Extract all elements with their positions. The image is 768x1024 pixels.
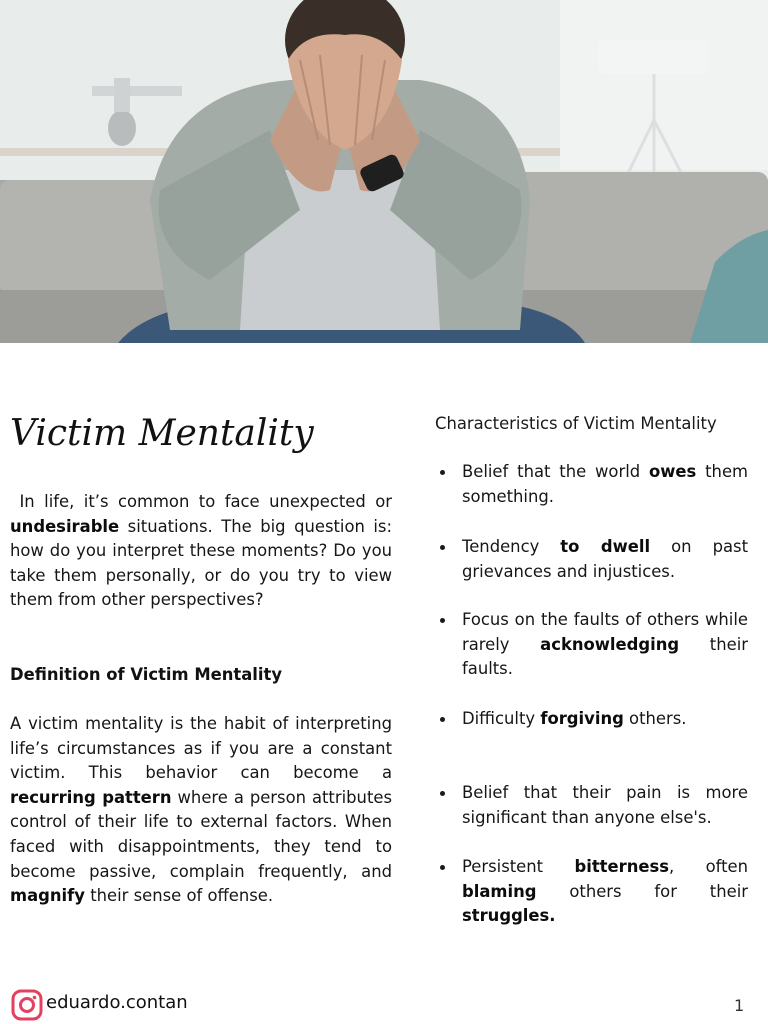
- emphasis-text: blaming: [462, 881, 537, 901]
- page-title: Victim Mentality: [10, 413, 314, 454]
- list-item: [440, 535, 748, 584]
- handle-text[interactable]: eduardo.contan: [46, 992, 188, 1013]
- definition-heading: Definition of Victim Mentality: [10, 665, 283, 684]
- definition-paragraph: A victim mentality is the habit of interpreting life’s circumstances as if you are a constant victim. This behavior can become a recurring pattern where a person attributes control of their life to external factors. When faced with disappointments, they tend to become passive, complain frequently, and magnify their sense of offense.: [10, 714, 392, 906]
- bullet-icon: [440, 717, 445, 722]
- list-item: [440, 608, 748, 682]
- list-item: [440, 460, 748, 509]
- emphasis-text: owes: [649, 462, 697, 481]
- instagram-icon[interactable]: [11, 989, 43, 1021]
- list-item-text: Difficulty forgiving others.: [462, 709, 687, 728]
- bullet-icon: [440, 545, 445, 550]
- emphasis-text: to dwell: [560, 537, 651, 556]
- emphasis-text: bitterness: [574, 857, 669, 876]
- intro-paragraph: In life, it’s common to face unexpected or undesirable situations. The big question is: how do you interpret these moments? Do you take them personally, or do you try to view them from other perspectives?: [10, 492, 392, 610]
- characteristics-heading: Characteristics of Victim Mentality: [435, 414, 717, 433]
- bullet-icon: [440, 865, 445, 870]
- emphasis-text: undesirable: [10, 516, 120, 536]
- hero-illustration: [0, 0, 768, 343]
- list-item: [440, 781, 748, 830]
- hero-photo: [0, 0, 768, 343]
- bullet-icon: [440, 791, 445, 796]
- list-item-text: Persistent bitterness, often blaming others for their struggles.: [462, 857, 748, 926]
- emphasis-text: struggles.: [462, 906, 556, 926]
- bullet-icon: [440, 618, 445, 623]
- emphasis-text: forgiving: [540, 709, 624, 728]
- page-number: 1: [734, 996, 745, 1015]
- list-item-text: Belief that the world owes them something.: [462, 462, 748, 506]
- bullet-icon: [440, 470, 445, 475]
- list-item: [440, 707, 748, 732]
- emphasis-text: magnify: [10, 886, 85, 906]
- list-item: [440, 855, 748, 929]
- list-item-text: Belief that their pain is more significant than anyone else's.: [462, 783, 748, 827]
- emphasis-text: recurring pattern: [10, 787, 172, 807]
- emphasis-text: acknowledging: [540, 634, 680, 654]
- list-item-text: Tendency to dwell on past grievances and injustices.: [462, 537, 748, 581]
- list-item-text: Focus on the faults of others while rarely acknowledging their faults.: [462, 610, 748, 679]
